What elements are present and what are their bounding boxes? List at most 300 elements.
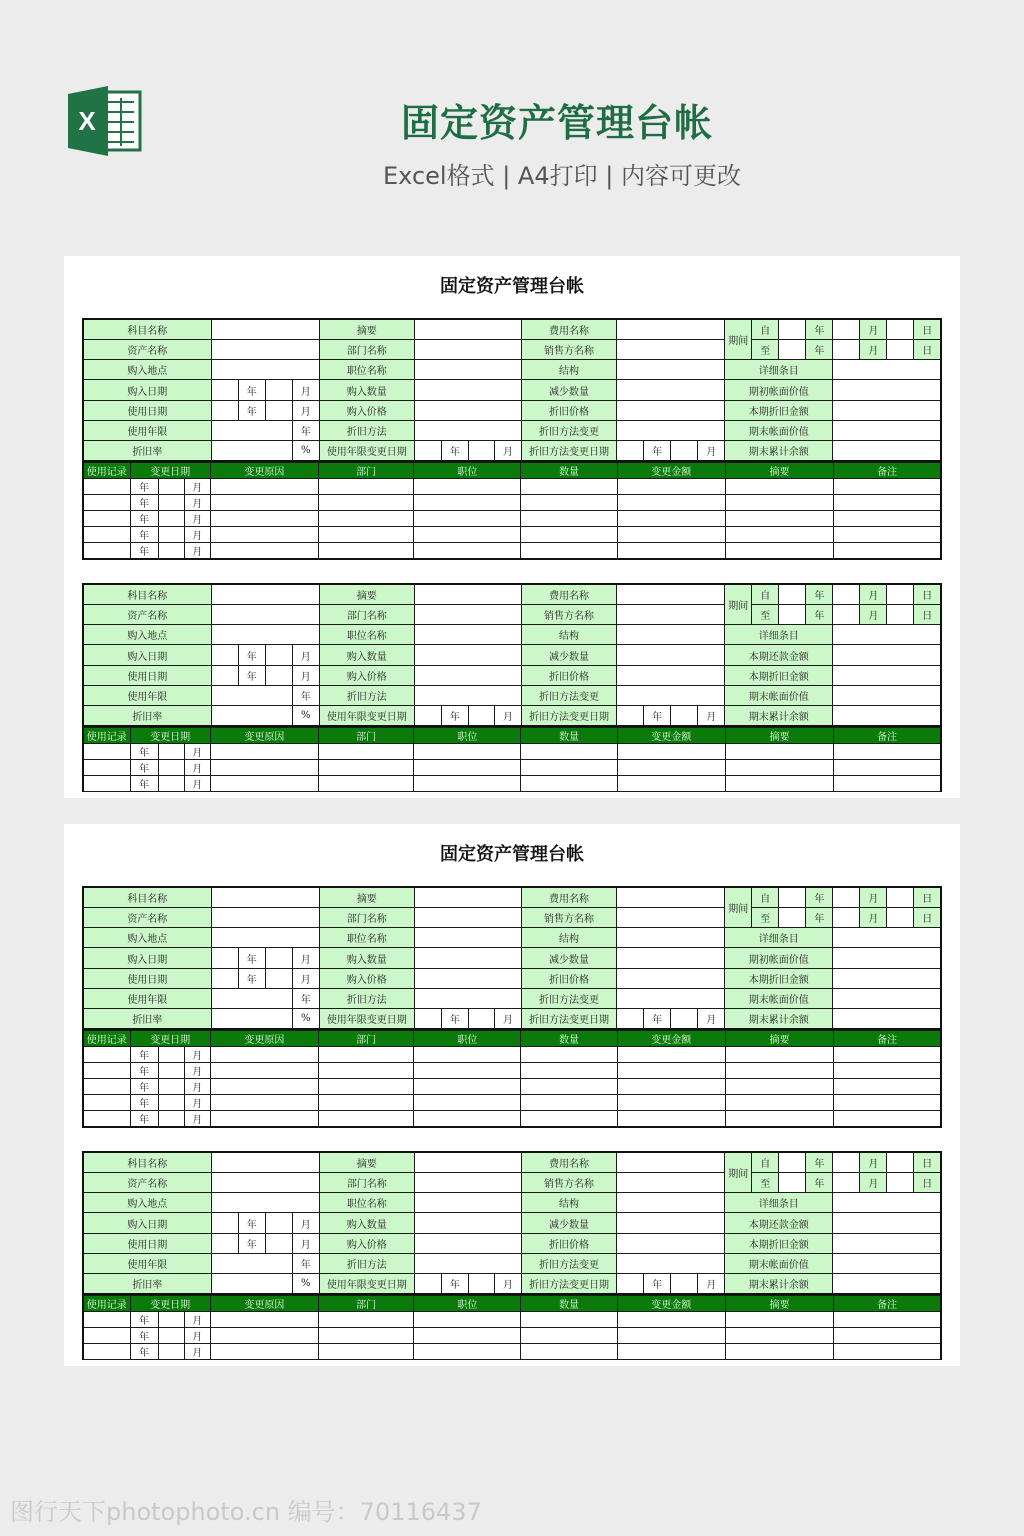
- input-cell[interactable]: [617, 776, 725, 792]
- field-unit[interactable]: 月: [698, 1274, 725, 1294]
- input-cell[interactable]: [414, 1274, 441, 1294]
- input-cell[interactable]: [617, 1172, 725, 1192]
- input-cell[interactable]: [158, 479, 184, 495]
- input-cell[interactable]: [833, 1193, 941, 1213]
- input-cell[interactable]: [414, 1079, 521, 1095]
- input-cell[interactable]: [779, 1172, 806, 1192]
- input-cell[interactable]: [319, 744, 414, 760]
- input-cell[interactable]: [834, 776, 941, 792]
- input-cell[interactable]: [211, 645, 238, 665]
- input-cell[interactable]: [414, 1152, 521, 1172]
- input-cell[interactable]: [725, 1312, 833, 1328]
- input-cell[interactable]: [833, 319, 860, 339]
- input-cell[interactable]: [265, 1233, 292, 1253]
- field-unit[interactable]: 年: [441, 1009, 468, 1029]
- input-cell[interactable]: [887, 887, 914, 907]
- input-cell[interactable]: [833, 441, 941, 461]
- input-cell[interactable]: [725, 479, 833, 495]
- input-cell[interactable]: [83, 1312, 130, 1328]
- field-unit[interactable]: 年: [238, 948, 265, 968]
- input-cell[interactable]: [211, 685, 292, 705]
- input-cell[interactable]: [833, 928, 941, 948]
- input-cell[interactable]: [834, 527, 941, 543]
- input-cell[interactable]: [210, 744, 318, 760]
- input-cell[interactable]: [158, 744, 184, 760]
- input-cell[interactable]: [834, 1095, 941, 1111]
- field-unit[interactable]: 年: [238, 1233, 265, 1253]
- input-cell[interactable]: [414, 1095, 521, 1111]
- input-cell[interactable]: [83, 776, 130, 792]
- input-cell[interactable]: [617, 420, 725, 440]
- input-cell[interactable]: [158, 1047, 184, 1063]
- input-cell[interactable]: [887, 319, 914, 339]
- input-cell[interactable]: [468, 1274, 494, 1294]
- input-cell[interactable]: [414, 645, 521, 665]
- input-cell[interactable]: [617, 1193, 725, 1213]
- input-cell[interactable]: [414, 928, 521, 948]
- input-cell[interactable]: [833, 988, 941, 1008]
- field-unit[interactable]: %: [292, 1009, 319, 1029]
- input-cell[interactable]: [725, 527, 833, 543]
- input-cell[interactable]: [265, 948, 292, 968]
- input-cell[interactable]: [319, 527, 414, 543]
- input-cell[interactable]: [617, 1213, 725, 1233]
- input-cell[interactable]: [617, 1063, 725, 1079]
- input-cell[interactable]: [833, 1274, 941, 1294]
- input-cell[interactable]: [211, 380, 238, 400]
- field-unit[interactable]: 月: [698, 706, 725, 726]
- input-cell[interactable]: [319, 1328, 414, 1344]
- input-cell[interactable]: [671, 1009, 698, 1029]
- input-cell[interactable]: [414, 479, 521, 495]
- input-cell[interactable]: [414, 1253, 521, 1273]
- input-cell[interactable]: [211, 1172, 319, 1192]
- input-cell[interactable]: [834, 543, 941, 560]
- input-cell[interactable]: [83, 1095, 130, 1111]
- input-cell[interactable]: [833, 584, 860, 604]
- input-cell[interactable]: [887, 1172, 914, 1192]
- input-cell[interactable]: [414, 1111, 521, 1128]
- input-cell[interactable]: [319, 1111, 414, 1128]
- input-cell[interactable]: [211, 1009, 292, 1029]
- input-cell[interactable]: [834, 1063, 941, 1079]
- input-cell[interactable]: [833, 907, 860, 927]
- input-cell[interactable]: [414, 1213, 521, 1233]
- input-cell[interactable]: [210, 1111, 318, 1128]
- field-unit[interactable]: 年: [644, 706, 671, 726]
- input-cell[interactable]: [725, 1063, 833, 1079]
- input-cell[interactable]: [617, 968, 725, 988]
- input-cell[interactable]: [833, 1172, 860, 1192]
- input-cell[interactable]: [617, 1344, 725, 1360]
- input-cell[interactable]: [210, 760, 318, 776]
- field-unit[interactable]: 年: [238, 645, 265, 665]
- input-cell[interactable]: [265, 1213, 292, 1233]
- input-cell[interactable]: [779, 339, 806, 359]
- input-cell[interactable]: [617, 907, 725, 927]
- input-cell[interactable]: [617, 1274, 644, 1294]
- input-cell[interactable]: [833, 685, 941, 705]
- input-cell[interactable]: [414, 1193, 521, 1213]
- input-cell[interactable]: [211, 1152, 319, 1172]
- input-cell[interactable]: [617, 584, 725, 604]
- input-cell[interactable]: [210, 1312, 318, 1328]
- input-cell[interactable]: [414, 1233, 521, 1253]
- input-cell[interactable]: [617, 685, 725, 705]
- input-cell[interactable]: [414, 968, 521, 988]
- input-cell[interactable]: [210, 1047, 318, 1063]
- input-cell[interactable]: [414, 1312, 521, 1328]
- input-cell[interactable]: [617, 1009, 644, 1029]
- input-cell[interactable]: [521, 527, 617, 543]
- input-cell[interactable]: [779, 907, 806, 927]
- input-cell[interactable]: [521, 1344, 617, 1360]
- input-cell[interactable]: [833, 1213, 941, 1233]
- field-unit[interactable]: 年: [238, 400, 265, 420]
- input-cell[interactable]: [725, 511, 833, 527]
- field-unit[interactable]: 月: [494, 441, 521, 461]
- input-cell[interactable]: [83, 479, 130, 495]
- input-cell[interactable]: [617, 760, 725, 776]
- field-unit[interactable]: 月: [698, 441, 725, 461]
- field-unit[interactable]: 年: [238, 380, 265, 400]
- field-unit[interactable]: 年: [644, 1274, 671, 1294]
- input-cell[interactable]: [158, 1063, 184, 1079]
- input-cell[interactable]: [617, 645, 725, 665]
- input-cell[interactable]: [211, 907, 319, 927]
- input-cell[interactable]: [414, 511, 521, 527]
- input-cell[interactable]: [211, 1233, 238, 1253]
- input-cell[interactable]: [211, 988, 292, 1008]
- input-cell[interactable]: [833, 665, 941, 685]
- input-cell[interactable]: [617, 511, 725, 527]
- input-cell[interactable]: [414, 380, 521, 400]
- field-unit[interactable]: 月: [292, 645, 319, 665]
- input-cell[interactable]: [834, 744, 941, 760]
- input-cell[interactable]: [833, 400, 941, 420]
- input-cell[interactable]: [617, 887, 725, 907]
- input-cell[interactable]: [779, 584, 806, 604]
- input-cell[interactable]: [617, 928, 725, 948]
- input-cell[interactable]: [319, 1079, 414, 1095]
- input-cell[interactable]: [414, 776, 521, 792]
- input-cell[interactable]: [319, 511, 414, 527]
- input-cell[interactable]: [617, 543, 725, 560]
- field-unit[interactable]: 年: [292, 685, 319, 705]
- input-cell[interactable]: [617, 706, 644, 726]
- input-cell[interactable]: [521, 479, 617, 495]
- input-cell[interactable]: [265, 645, 292, 665]
- input-cell[interactable]: [414, 907, 521, 927]
- input-cell[interactable]: [617, 1253, 725, 1273]
- input-cell[interactable]: [617, 380, 725, 400]
- input-cell[interactable]: [319, 1063, 414, 1079]
- input-cell[interactable]: [414, 1344, 521, 1360]
- input-cell[interactable]: [83, 1063, 130, 1079]
- input-cell[interactable]: [211, 319, 319, 339]
- input-cell[interactable]: [468, 441, 494, 461]
- input-cell[interactable]: [833, 1233, 941, 1253]
- field-unit[interactable]: 月: [292, 665, 319, 685]
- input-cell[interactable]: [617, 625, 725, 645]
- input-cell[interactable]: [725, 1047, 833, 1063]
- input-cell[interactable]: [211, 360, 319, 380]
- input-cell[interactable]: [833, 625, 941, 645]
- field-unit[interactable]: 年: [238, 968, 265, 988]
- input-cell[interactable]: [725, 543, 833, 560]
- input-cell[interactable]: [414, 584, 521, 604]
- input-cell[interactable]: [414, 948, 521, 968]
- input-cell[interactable]: [210, 511, 318, 527]
- input-cell[interactable]: [617, 1047, 725, 1063]
- input-cell[interactable]: [265, 665, 292, 685]
- input-cell[interactable]: [617, 1111, 725, 1128]
- input-cell[interactable]: [158, 527, 184, 543]
- input-cell[interactable]: [210, 1095, 318, 1111]
- field-unit[interactable]: 年: [441, 706, 468, 726]
- input-cell[interactable]: [833, 1253, 941, 1273]
- input-cell[interactable]: [887, 1152, 914, 1172]
- input-cell[interactable]: [834, 1079, 941, 1095]
- input-cell[interactable]: [158, 495, 184, 511]
- input-cell[interactable]: [617, 1152, 725, 1172]
- field-unit[interactable]: 年: [292, 988, 319, 1008]
- input-cell[interactable]: [211, 625, 319, 645]
- input-cell[interactable]: [834, 1344, 941, 1360]
- input-cell[interactable]: [833, 420, 941, 440]
- input-cell[interactable]: [833, 380, 941, 400]
- input-cell[interactable]: [210, 1079, 318, 1095]
- input-cell[interactable]: [319, 479, 414, 495]
- input-cell[interactable]: [834, 1111, 941, 1128]
- input-cell[interactable]: [468, 706, 494, 726]
- input-cell[interactable]: [617, 604, 725, 624]
- input-cell[interactable]: [414, 744, 521, 760]
- input-cell[interactable]: [414, 1328, 521, 1344]
- input-cell[interactable]: [319, 776, 414, 792]
- input-cell[interactable]: [414, 420, 521, 440]
- input-cell[interactable]: [414, 685, 521, 705]
- input-cell[interactable]: [834, 495, 941, 511]
- input-cell[interactable]: [414, 527, 521, 543]
- input-cell[interactable]: [211, 420, 292, 440]
- input-cell[interactable]: [468, 1009, 494, 1029]
- input-cell[interactable]: [211, 706, 292, 726]
- input-cell[interactable]: [725, 1079, 833, 1095]
- input-cell[interactable]: [158, 1328, 184, 1344]
- input-cell[interactable]: [210, 1344, 318, 1360]
- input-cell[interactable]: [211, 584, 319, 604]
- input-cell[interactable]: [725, 1328, 833, 1344]
- field-unit[interactable]: 月: [292, 948, 319, 968]
- input-cell[interactable]: [887, 339, 914, 359]
- field-unit[interactable]: 月: [698, 1009, 725, 1029]
- input-cell[interactable]: [414, 360, 521, 380]
- input-cell[interactable]: [887, 584, 914, 604]
- input-cell[interactable]: [211, 441, 292, 461]
- input-cell[interactable]: [265, 380, 292, 400]
- input-cell[interactable]: [158, 1111, 184, 1128]
- input-cell[interactable]: [833, 1009, 941, 1029]
- input-cell[interactable]: [414, 1009, 441, 1029]
- input-cell[interactable]: [617, 479, 725, 495]
- input-cell[interactable]: [211, 1193, 319, 1213]
- input-cell[interactable]: [158, 776, 184, 792]
- input-cell[interactable]: [158, 760, 184, 776]
- input-cell[interactable]: [833, 706, 941, 726]
- input-cell[interactable]: [414, 441, 441, 461]
- input-cell[interactable]: [725, 495, 833, 511]
- input-cell[interactable]: [414, 319, 521, 339]
- input-cell[interactable]: [210, 776, 318, 792]
- input-cell[interactable]: [779, 1152, 806, 1172]
- input-cell[interactable]: [211, 1253, 292, 1273]
- input-cell[interactable]: [158, 543, 184, 560]
- input-cell[interactable]: [521, 1111, 617, 1128]
- input-cell[interactable]: [319, 1344, 414, 1360]
- field-unit[interactable]: %: [292, 706, 319, 726]
- input-cell[interactable]: [834, 511, 941, 527]
- input-cell[interactable]: [83, 1111, 130, 1128]
- input-cell[interactable]: [725, 1095, 833, 1111]
- input-cell[interactable]: [210, 527, 318, 543]
- input-cell[interactable]: [834, 479, 941, 495]
- input-cell[interactable]: [617, 1312, 725, 1328]
- input-cell[interactable]: [887, 604, 914, 624]
- input-cell[interactable]: [617, 1233, 725, 1253]
- input-cell[interactable]: [521, 776, 617, 792]
- input-cell[interactable]: [779, 604, 806, 624]
- input-cell[interactable]: [265, 400, 292, 420]
- input-cell[interactable]: [833, 1152, 860, 1172]
- input-cell[interactable]: [265, 968, 292, 988]
- field-unit[interactable]: 年: [238, 665, 265, 685]
- field-unit[interactable]: 年: [441, 1274, 468, 1294]
- input-cell[interactable]: [319, 760, 414, 776]
- input-cell[interactable]: [521, 744, 617, 760]
- input-cell[interactable]: [83, 1328, 130, 1344]
- input-cell[interactable]: [83, 495, 130, 511]
- field-unit[interactable]: 年: [441, 441, 468, 461]
- input-cell[interactable]: [414, 1047, 521, 1063]
- input-cell[interactable]: [617, 319, 725, 339]
- input-cell[interactable]: [521, 1079, 617, 1095]
- field-unit[interactable]: 月: [292, 1213, 319, 1233]
- input-cell[interactable]: [211, 928, 319, 948]
- field-unit[interactable]: 月: [292, 400, 319, 420]
- input-cell[interactable]: [521, 1047, 617, 1063]
- field-unit[interactable]: 年: [292, 1253, 319, 1273]
- input-cell[interactable]: [414, 760, 521, 776]
- input-cell[interactable]: [617, 1095, 725, 1111]
- input-cell[interactable]: [833, 968, 941, 988]
- field-unit[interactable]: 月: [292, 380, 319, 400]
- input-cell[interactable]: [833, 645, 941, 665]
- input-cell[interactable]: [210, 495, 318, 511]
- input-cell[interactable]: [414, 1063, 521, 1079]
- input-cell[interactable]: [83, 1344, 130, 1360]
- input-cell[interactable]: [319, 1047, 414, 1063]
- input-cell[interactable]: [617, 400, 725, 420]
- input-cell[interactable]: [521, 1063, 617, 1079]
- input-cell[interactable]: [211, 887, 319, 907]
- input-cell[interactable]: [834, 1328, 941, 1344]
- input-cell[interactable]: [617, 1328, 725, 1344]
- input-cell[interactable]: [83, 1079, 130, 1095]
- input-cell[interactable]: [211, 604, 319, 624]
- input-cell[interactable]: [319, 495, 414, 511]
- input-cell[interactable]: [725, 1111, 833, 1128]
- input-cell[interactable]: [319, 1312, 414, 1328]
- input-cell[interactable]: [617, 1079, 725, 1095]
- input-cell[interactable]: [725, 776, 833, 792]
- input-cell[interactable]: [617, 527, 725, 543]
- input-cell[interactable]: [210, 479, 318, 495]
- field-unit[interactable]: 月: [292, 968, 319, 988]
- input-cell[interactable]: [833, 360, 941, 380]
- input-cell[interactable]: [887, 907, 914, 927]
- input-cell[interactable]: [211, 339, 319, 359]
- input-cell[interactable]: [158, 1079, 184, 1095]
- input-cell[interactable]: [521, 543, 617, 560]
- input-cell[interactable]: [211, 948, 238, 968]
- input-cell[interactable]: [617, 665, 725, 685]
- input-cell[interactable]: [211, 1213, 238, 1233]
- input-cell[interactable]: [158, 1312, 184, 1328]
- field-unit[interactable]: %: [292, 441, 319, 461]
- input-cell[interactable]: [83, 511, 130, 527]
- field-unit[interactable]: 年: [644, 1009, 671, 1029]
- input-cell[interactable]: [617, 495, 725, 511]
- input-cell[interactable]: [414, 988, 521, 1008]
- input-cell[interactable]: [834, 1312, 941, 1328]
- input-cell[interactable]: [414, 543, 521, 560]
- field-unit[interactable]: 月: [494, 1009, 521, 1029]
- input-cell[interactable]: [521, 760, 617, 776]
- input-cell[interactable]: [834, 1047, 941, 1063]
- input-cell[interactable]: [833, 604, 860, 624]
- input-cell[interactable]: [83, 744, 130, 760]
- input-cell[interactable]: [617, 339, 725, 359]
- input-cell[interactable]: [521, 1312, 617, 1328]
- input-cell[interactable]: [834, 760, 941, 776]
- input-cell[interactable]: [779, 319, 806, 339]
- field-unit[interactable]: 月: [292, 1233, 319, 1253]
- input-cell[interactable]: [779, 887, 806, 907]
- input-cell[interactable]: [414, 887, 521, 907]
- field-unit[interactable]: 年: [644, 441, 671, 461]
- input-cell[interactable]: [833, 887, 860, 907]
- field-unit[interactable]: 年: [292, 420, 319, 440]
- input-cell[interactable]: [83, 543, 130, 560]
- field-unit[interactable]: 月: [494, 1274, 521, 1294]
- input-cell[interactable]: [83, 527, 130, 543]
- input-cell[interactable]: [211, 1274, 292, 1294]
- input-cell[interactable]: [671, 706, 698, 726]
- input-cell[interactable]: [414, 604, 521, 624]
- input-cell[interactable]: [319, 1095, 414, 1111]
- input-cell[interactable]: [211, 968, 238, 988]
- input-cell[interactable]: [414, 665, 521, 685]
- input-cell[interactable]: [617, 441, 644, 461]
- input-cell[interactable]: [833, 948, 941, 968]
- input-cell[interactable]: [725, 760, 833, 776]
- input-cell[interactable]: [521, 1328, 617, 1344]
- input-cell[interactable]: [210, 1328, 318, 1344]
- input-cell[interactable]: [671, 1274, 698, 1294]
- input-cell[interactable]: [158, 511, 184, 527]
- input-cell[interactable]: [414, 706, 441, 726]
